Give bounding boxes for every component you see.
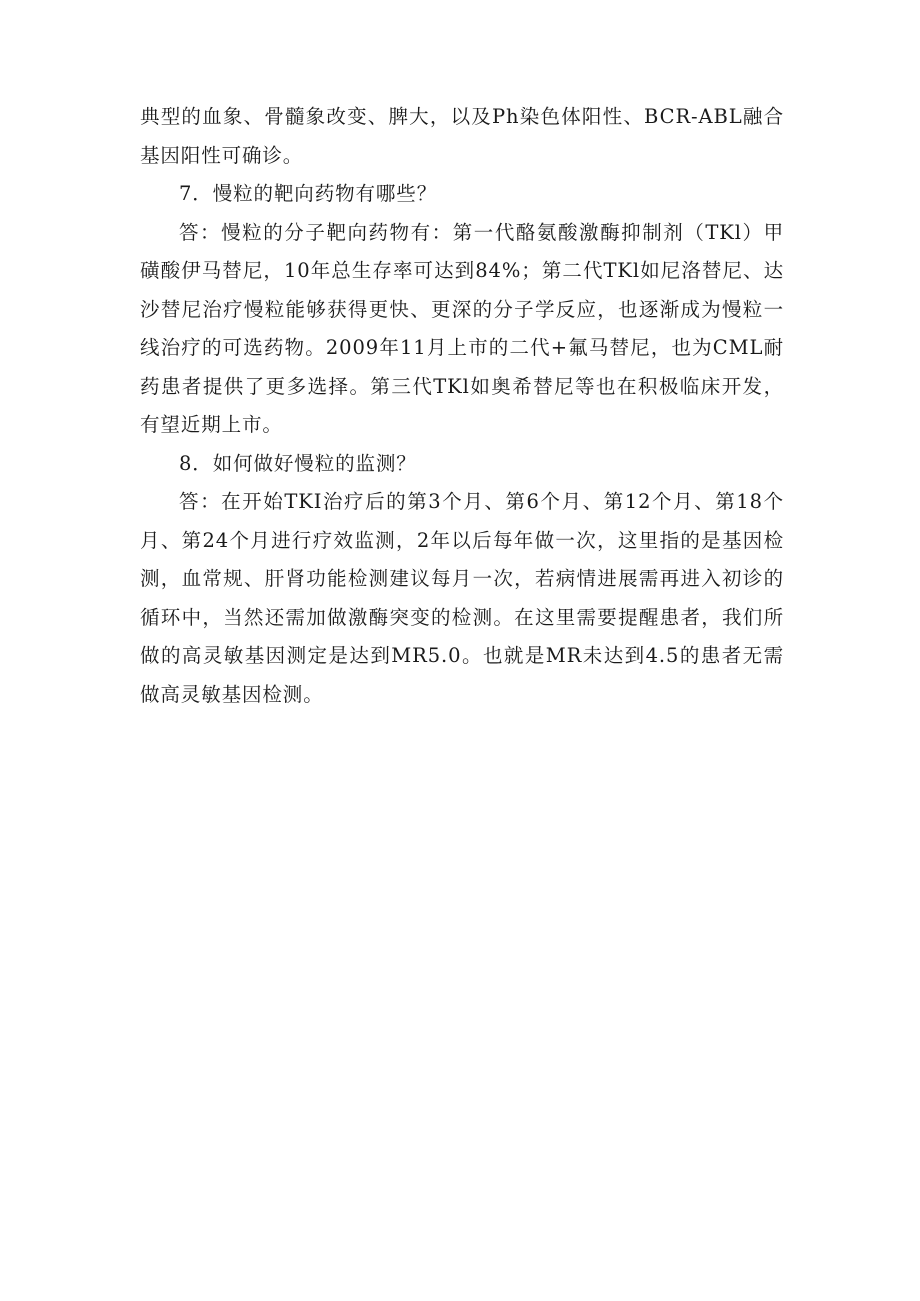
answer-7-paragraph: 答：慢粒的分子靶向药物有：第一代酪氨酸激酶抑制剂（TKl）甲磺酸伊马替尼，10年总生存率可达到84%；第二代TKl如尼洛替尼、达沙替尼治疗慢粒能够获得更快、更深的分子学反应，也逐渐成为慢粒一线治疗的可选药物。2009年11月上市的二代+氟马替尼，也为CML耐药患者提供了更多选择。第三代TKl如奥希替尼等也在积极临床开发，有望近期上市。 <box>140 220 784 436</box>
question-7-heading: 7．慢粒的靶向药物有哪些？ <box>179 182 438 205</box>
answer-8-paragraph: 答：在开始TKI治疗后的第3个月、第6个月、第12个月、第18个月、第24个月进行疗效监测，2年以后每年做一次，这里指的是基因检测，血常规、肝肾功能检测建议每月一次，若病情进展需再进入初诊的循环中，当然还需加做激酶突变的检测。在这里需要提醒患者，我们所做的高灵敏基因测定是达到MR5.0。也就是MR未达到4.5的患者无需做高灵敏基因检测。 <box>140 490 784 706</box>
question-8-heading: 8．如何做好慢粒的监测？ <box>179 451 417 475</box>
paragraph-diagnosis-continued: 典型的血象、骨髓象改变、脾大，以及Ph染色体阳性、BCR-ABL融合基因阳性可确诊。 <box>140 105 784 167</box>
document-body <box>140 98 784 714</box>
